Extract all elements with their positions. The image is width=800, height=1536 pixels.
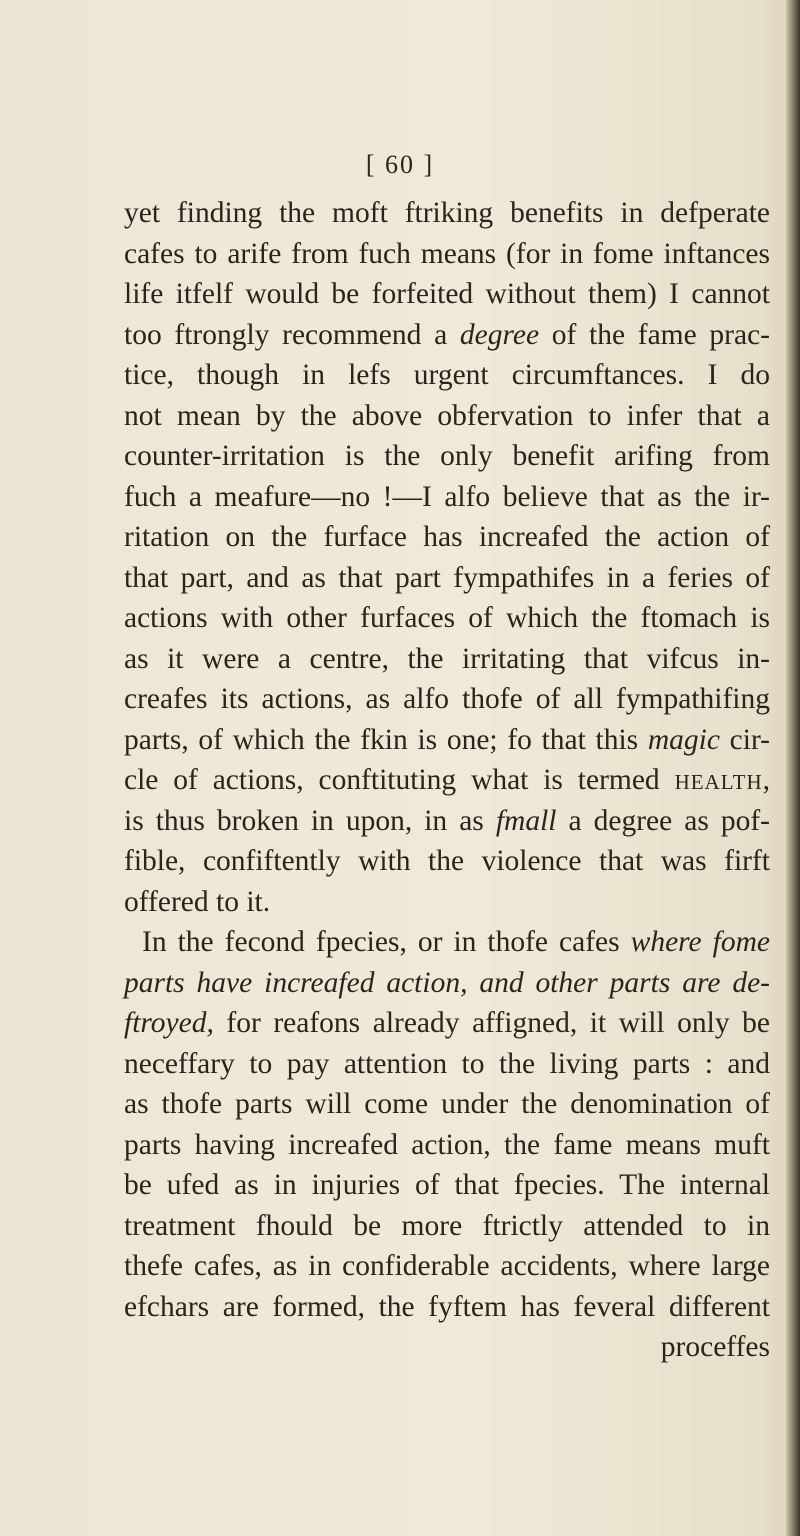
text-line (124, 436, 770, 477)
text-line (124, 1044, 770, 1085)
text-run: a degree as pof- (556, 804, 770, 837)
text-run: counter-irritation is the only benefit arifing from (124, 440, 770, 472)
text-line (124, 639, 770, 680)
text-run: cafes to arife from fuch means (for in fome inftances (124, 237, 770, 270)
text-line (124, 598, 770, 639)
italic-run: where fome (630, 926, 771, 958)
text-run: tice, though in lefs urgent circumftances. I do (124, 359, 770, 391)
text-line (124, 922, 770, 963)
text-run: , (762, 764, 770, 796)
text-run: that part, and as that part fympathifes in a feries of (124, 561, 770, 594)
page-edge-shadow (786, 0, 800, 1536)
text-run: of the fame prac- (539, 318, 770, 351)
text-line (124, 841, 770, 882)
text-line (124, 882, 770, 923)
text-line (124, 1084, 770, 1125)
text-line (124, 558, 770, 599)
text-line (124, 679, 770, 720)
text-run: proceffes (660, 1331, 770, 1363)
text-run: not mean by the above obfervation to infer that a (124, 399, 770, 432)
text-run: is thus broken in upon, in as (124, 804, 496, 837)
text-run: be ufed as in injuries of that fpecies. The internal (124, 1169, 770, 1201)
text-line (124, 234, 770, 275)
text-run: thefe cafes, as in confiderable accidents, where large (124, 1250, 770, 1282)
text-run: for reafons already affigned, it will only be (213, 1007, 770, 1039)
text-line (124, 274, 770, 315)
text-run: life itfelf would be forfeited without them) I cannot (124, 278, 770, 310)
text-run: as it were a centre, the irritating that vifcus in- (124, 642, 770, 675)
text-line (124, 720, 770, 761)
italic-run: fmall (495, 804, 557, 837)
small-caps-run: health (674, 764, 763, 796)
text-run: parts having increafed action, the fame means muft (124, 1128, 770, 1161)
text-run: yet finding the moft ftriking benefits in defperate (124, 197, 770, 229)
text-run: too ftrongly recommend a (124, 318, 460, 351)
text-run: treatment fhould be more ftrictly attended to in (124, 1209, 770, 1242)
italic-run: magic (647, 723, 720, 756)
text-run: actions with other furfaces of which the ftomach is (124, 602, 770, 634)
italic-run: degree (459, 318, 540, 351)
text-run: creafes its actions, as alfo thofe of all fympathifing (124, 683, 770, 715)
text-line (124, 963, 770, 1004)
text-run: fible, confiftently with the violence that was firft (124, 845, 770, 877)
italic-run: ftroyed, (124, 1007, 214, 1039)
text-run: offered to it. (124, 885, 271, 918)
text-line (124, 355, 770, 396)
text-line (124, 315, 770, 356)
text-line (124, 1003, 770, 1044)
text-line (124, 1125, 770, 1166)
text-line (124, 1165, 770, 1206)
text-line (124, 396, 770, 437)
text-run: neceffary to pay attention to the living parts : and (124, 1047, 770, 1080)
text-run: ritation on the furface has increafed the action of (124, 521, 770, 553)
text-run: efchars are formed, the fyftem has feveral different (124, 1290, 770, 1323)
body-text (124, 193, 770, 1368)
text-run: In the fecond fpecies, or in thofe cafes (142, 926, 631, 958)
text-line (124, 517, 770, 558)
text-run: cle of actions, conftituting what is termed (124, 764, 675, 796)
text-line (124, 1287, 770, 1328)
text-line (124, 1327, 770, 1368)
text-line (124, 477, 770, 518)
text-line (124, 801, 770, 842)
text-line (124, 1246, 770, 1287)
text-run: fuch a meafure—no !—I alfo believe that as the ir- (124, 480, 770, 513)
italic-run: parts have increafed action, and other parts are de- (124, 966, 770, 999)
text-run: cir- (719, 723, 770, 756)
text-line (124, 193, 770, 234)
text-line (124, 760, 770, 801)
page-number: [ 60 ] (365, 150, 435, 179)
text-run: as thofe parts will come under the denomination of (124, 1088, 770, 1120)
text-run: parts, of which the fkin is one; fo that this (124, 723, 648, 756)
text-line (124, 1206, 770, 1247)
